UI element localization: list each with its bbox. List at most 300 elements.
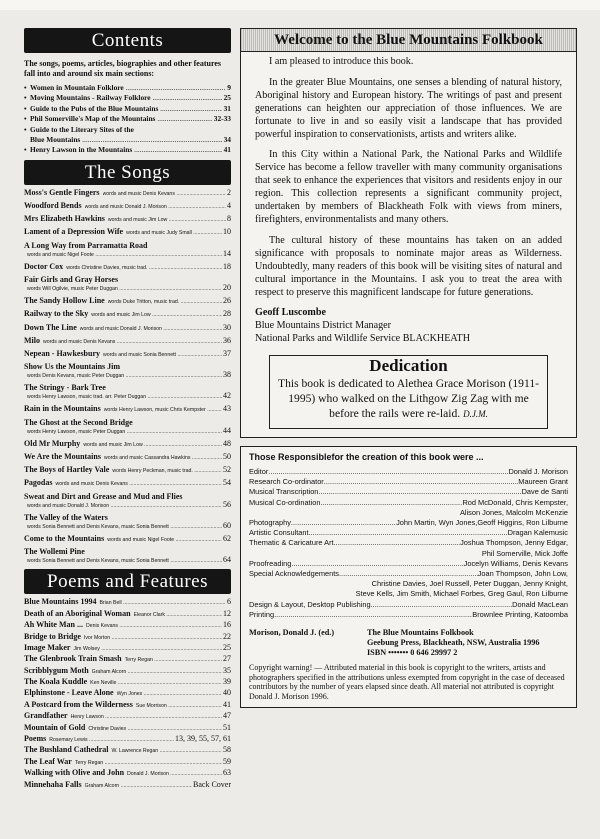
songs-title: Old Mr Murphy <box>24 438 81 448</box>
songs-item <box>24 310 231 319</box>
poems-credit: Eleanor Clark ..... <box>134 611 222 619</box>
poems-item <box>24 746 231 755</box>
credit-leader <box>291 518 396 528</box>
songs-credit: words and music Donald J. Morison ..... <box>80 325 222 333</box>
poems-row <box>24 769 231 778</box>
credit-role: Printing <box>249 609 275 619</box>
poems-page: 16 <box>223 620 231 630</box>
copyright-notice: Copyright warning! — Attributed material in this book is copyright to the writers, artists and photographers specified in the attributions unless exempted from copyright in the case of deceased contributors by the number of years elapsed since death. All material not attributed is copyright Donald J. Morison 1996. <box>249 663 565 701</box>
songs-page: 56 <box>223 499 231 509</box>
credit-row <box>249 610 568 620</box>
poems-row <box>24 689 231 698</box>
poems-title: Minnehaha Falls <box>24 779 82 789</box>
bullet-icon: • <box>24 83 27 92</box>
songs-title: Fair Girls and Gray Horses <box>24 274 119 284</box>
songs-page: 14 <box>223 248 231 258</box>
songs-row <box>24 522 231 531</box>
songs-credit: words Denis Kevans, music Peter Duggan ..... <box>27 372 222 380</box>
songs-row <box>24 440 231 449</box>
songs-page: 60 <box>223 520 231 530</box>
poems-credit: Ivor Morton ..... <box>84 634 222 642</box>
section-item <box>24 83 231 93</box>
contents-intro: The songs, poems, articles, biographies and other features fall into and around six main sections: <box>24 59 222 78</box>
page-top-edge <box>0 0 600 10</box>
songs-title: Milo <box>24 335 40 345</box>
bullet-icon: • <box>24 124 27 134</box>
poems-item <box>24 769 231 778</box>
songs-title: Nepean - Hawkesbury <box>24 348 101 358</box>
section-item <box>24 114 231 124</box>
sections-list <box>24 83 231 156</box>
songs-credit: words Henry Lawson, music Peter Duggan ..... <box>27 428 222 436</box>
poems-item <box>24 735 231 744</box>
songs-title: Railway to the Sky <box>24 309 89 319</box>
songs-page: 48 <box>223 438 231 448</box>
poems-page: 63 <box>223 768 231 778</box>
poems-item <box>24 655 231 664</box>
welcome-paragraph: I am pleased to introduce this book. <box>269 56 414 67</box>
section-page: 32-33 <box>213 114 231 124</box>
poems-row <box>24 633 231 642</box>
songs-title: Doctor Cox <box>24 261 64 271</box>
poems-banner: Poems and Features <box>24 569 231 594</box>
poems-credit: Brian Bell ..... <box>99 599 226 607</box>
poems-item <box>24 667 231 676</box>
songs-item <box>24 228 231 237</box>
songs-credit: words Henry Lawson, music Chris Kempster ..... <box>104 406 222 414</box>
credit-role: Research Co-ordinator <box>249 477 324 487</box>
signature <box>255 307 562 346</box>
songs-page: 52 <box>223 465 231 475</box>
credit-names: Jocelyn Williams, Denis Kevans <box>463 558 568 568</box>
pub-details <box>367 628 539 658</box>
songs-title: The Boys of Hartley Vale <box>24 465 110 475</box>
credit-role: Musical Transcription <box>249 487 319 497</box>
songs-title: Mrs Elizabeth Hawkins <box>24 214 105 224</box>
poems-title: Walking with Olive and John <box>24 768 125 778</box>
poems-credit: Graham Alcorn ..... <box>92 668 222 676</box>
songs-page: 38 <box>223 370 231 380</box>
songs-row <box>24 479 231 488</box>
poems-title: Scribblygum Moth <box>24 665 89 675</box>
songs-credit: words and music Donald J. Morison ..... <box>85 203 226 211</box>
poems-item <box>24 621 231 630</box>
poems-page: 35 <box>223 665 231 675</box>
credit-names: Donald J. Morison <box>508 467 568 477</box>
songs-row <box>24 297 231 306</box>
poems-item <box>24 781 231 790</box>
songs-row <box>24 501 231 510</box>
songs-credit: words Henry Lawson, music trad. arr. Peter Duggan ..... <box>27 393 222 401</box>
credit-row <box>249 528 568 538</box>
credit-leader <box>268 467 508 477</box>
poems-page: 27 <box>223 654 231 664</box>
credit-role: Musical Co-ordination <box>249 497 321 507</box>
songs-page: 10 <box>223 227 231 237</box>
songs-page: 20 <box>223 282 231 292</box>
poems-title: Bridge to Bridge <box>24 631 81 641</box>
credit-names: Rod McDonald, Chris Kempster, <box>462 497 568 507</box>
poems-item <box>24 724 231 733</box>
songs-item <box>24 189 231 198</box>
poems-credit: W. Lawrence Regan ..... <box>111 747 222 755</box>
credit-row <box>249 518 568 528</box>
songs-page: 30 <box>223 322 231 332</box>
songs-row <box>24 324 231 333</box>
songs-item <box>24 276 231 293</box>
credit-names-continued: Phil Somerville, Mick Joffe <box>481 548 568 558</box>
welcome-column <box>240 28 577 708</box>
songs-title: Come to the Mountains <box>24 533 105 543</box>
poems-credit: Terry Regan ..... <box>75 759 222 767</box>
songs-title: The Ghost at the Second Bridge <box>24 417 133 427</box>
pub-line: Geebung Press, Blackheath, NSW, Australia 1996 <box>367 638 540 648</box>
poems-page: 40 <box>223 688 231 698</box>
credit-row <box>249 538 568 548</box>
poems-page: Back Cover <box>193 779 231 789</box>
poems-title: Ah White Man ... <box>24 620 83 630</box>
credit-leader <box>318 487 521 497</box>
poems-title: Death of an Aboriginal Woman <box>24 608 131 618</box>
section-title: Blue Mountains ..... <box>30 135 222 145</box>
welcome-box <box>240 28 577 438</box>
songs-row <box>24 350 231 359</box>
section-item <box>24 93 231 103</box>
poems-page: 39 <box>223 677 231 687</box>
credit-role: Artistic Consultant <box>249 528 309 538</box>
songs-page: 64 <box>223 555 231 565</box>
credit-names: Joshua Thompson, Jenny Edgar, <box>460 538 568 548</box>
credit-leader <box>324 477 519 487</box>
pub-line: The Blue Mountains Folkbook <box>367 628 474 638</box>
credit-leader <box>320 498 462 508</box>
credits-title: Those Responsiblefor the creation of this book were ... <box>249 452 484 463</box>
songs-item <box>24 297 231 306</box>
poems-item <box>24 598 231 607</box>
songs-credit: words Duke Tritton, music trad. ..... <box>108 298 222 306</box>
poems-item <box>24 644 231 653</box>
poems-item <box>24 701 231 710</box>
poems-item <box>24 633 231 642</box>
songs-banner: The Songs <box>24 160 231 185</box>
songs-page: 8 <box>227 214 231 224</box>
dedication-title: Dedication <box>369 356 448 376</box>
signature-role: Blue Mountains District Manager <box>255 320 391 332</box>
songs-list <box>24 189 231 565</box>
section-item <box>24 104 231 114</box>
songs-credit: words and music Jim Low ..... <box>83 441 222 449</box>
poems-credit: Christine Davies ..... <box>88 725 222 733</box>
credit-row <box>249 487 568 497</box>
welcome-body <box>241 52 576 437</box>
songs-row <box>24 535 231 544</box>
songs-page: 44 <box>223 425 231 435</box>
publication-info <box>249 628 568 658</box>
poems-item <box>24 689 231 698</box>
poems-credit: Ken Neville ..... <box>90 679 222 687</box>
section-item <box>24 145 231 155</box>
credit-names-continued: Christine Davies, Joel Russell, Peter Duggan, Jenny Knight, <box>371 579 568 589</box>
songs-item <box>24 337 231 346</box>
poems-credit: Rosemary Lewis ..... <box>49 736 174 744</box>
section-title: Henry Lawson in the Mountains ..... <box>30 145 222 155</box>
songs-title: The Valley of the Waters <box>24 512 108 522</box>
section-page: 31 <box>223 103 231 113</box>
credits-box <box>240 446 577 708</box>
songs-page: 4 <box>227 201 231 211</box>
songs-item <box>24 419 231 436</box>
credit-leader <box>274 610 472 620</box>
songs-credit: words Sonia Bennett and Denis Kevans, music Sonia Bennett ..... <box>27 557 222 565</box>
section-title: Moving Mountains - Railway Folklore ..... <box>30 93 222 103</box>
dedication-box <box>269 355 548 429</box>
songs-credit: words and music Denis Kevans ..... <box>103 190 226 198</box>
songs-row <box>24 215 231 224</box>
poems-credit: Henry Lawson ..... <box>71 713 222 721</box>
songs-title: Moss's Gentle Fingers <box>24 187 100 197</box>
songs-title: Sweat and Dirt and Grease and Mud and Flies <box>24 491 183 501</box>
songs-credit: words and music Nigel Foote ..... <box>107 536 222 544</box>
poems-credit: Sue Morrison ..... <box>136 702 222 710</box>
songs-title: Pagodas <box>24 478 53 488</box>
welcome-paragraph: The cultural history of these mountains has taken on an added significance with proposals to nominate major areas as Wilderness. Undoubtedly, many readers of this book will be visiting sites of natural and cultural importance in the Mountains. I ask you to treat the area with respect to preserve this magnificent landscape for future generations. <box>255 234 562 298</box>
welcome-title: Welcome to the Blue Mountains Folkbook <box>241 29 576 52</box>
poems-credit: Wyn Jones ..... <box>117 690 222 698</box>
section-title: Guide to the Literary Sites of the <box>30 124 134 134</box>
songs-item <box>24 350 231 359</box>
songs-row <box>24 466 231 475</box>
dedication-initials: D.J.M. <box>463 409 488 420</box>
songs-credit: words and music Jim Low ..... <box>108 216 226 224</box>
poems-page: 41 <box>223 699 231 709</box>
credit-names: Brownlee Printing, Katoomba <box>472 609 568 619</box>
credit-row <box>249 600 568 610</box>
poems-item <box>24 758 231 767</box>
credit-names-continued: Steve Kells, Jim Smith, Michael Forbes, Greg Gaul, Ron Lilburne <box>355 589 568 599</box>
contents-column <box>24 28 231 792</box>
credit-row <box>249 559 568 569</box>
credit-role: Editor <box>249 467 269 477</box>
songs-credit: words and music Cassandra Hawkins ..... <box>104 454 222 462</box>
pub-author: Morison, Donald J. (ed.) <box>249 628 335 638</box>
section-page: 34 <box>223 135 231 145</box>
songs-credit: words and music Donald J. Morison ..... <box>27 502 222 510</box>
poems-page: 58 <box>223 745 231 755</box>
songs-page: 54 <box>223 478 231 488</box>
poems-item <box>24 678 231 687</box>
section-page: 9 <box>227 83 231 92</box>
credit-names: John Martin, Wyn Jones,Geoff Higgins, Ron Lilburne <box>396 518 568 528</box>
credit-leader <box>291 559 463 569</box>
songs-item <box>24 215 231 224</box>
songs-row <box>24 405 231 414</box>
credit-role: Photography <box>249 518 291 528</box>
poems-credit: Graham Alcorn ..... <box>85 782 192 790</box>
poems-page: 51 <box>223 722 231 732</box>
poems-title: The Leaf War <box>24 756 72 766</box>
credit-row <box>249 498 568 508</box>
poems-item <box>24 610 231 619</box>
poems-page: 47 <box>223 711 231 721</box>
credit-leader <box>309 528 508 538</box>
dedication-body: This book is dedicated to Alethea Grace Morison (1911-1995) who walked on the Lithgow Zig Zag with me before the rails were re-laid. <box>277 377 539 421</box>
songs-item <box>24 548 231 565</box>
poems-page: 13, 39, 55, 57, 61 <box>175 734 231 744</box>
section-item <box>24 135 231 145</box>
songs-page: 42 <box>223 391 231 401</box>
credit-names: Maureen Grant <box>518 477 568 487</box>
songs-title: The Sandy Hollow Line <box>24 296 105 306</box>
songs-row <box>24 337 231 346</box>
songs-row <box>24 250 231 259</box>
songs-title: Lament of a Depression Wife <box>24 227 124 237</box>
songs-row <box>24 284 231 293</box>
songs-row <box>24 310 231 319</box>
credit-names: Dragan Kalemusic <box>507 528 568 538</box>
songs-credit: words Henry Peckman, music trad. ..... <box>112 467 222 475</box>
poems-page: 22 <box>223 631 231 641</box>
songs-item <box>24 202 231 211</box>
songs-row <box>24 371 231 380</box>
poems-row <box>24 735 231 744</box>
credit-leader <box>371 600 513 610</box>
songs-credit: words and music Denis Kevans ..... <box>55 480 222 488</box>
poems-title: Blue Mountains 1994 <box>24 597 97 607</box>
welcome-paragraph: In the greater Blue Mountains, one senses a blending of natural history, Aboriginal history and European history. The writings of past and present generations can heighten our appreciation of those influences. We are fortunate to live in and so easily visit a landscape that has provided powerful inspiration to conservationists, artists and writers alike. <box>255 76 562 140</box>
poems-row <box>24 621 231 630</box>
songs-page: 2 <box>227 187 231 197</box>
poems-row <box>24 678 231 687</box>
credit-role: Special Acknowledgements <box>249 569 339 579</box>
section-title: Guide to the Pubs of the Blue Mountains ..... <box>30 104 222 114</box>
songs-page: 26 <box>223 296 231 306</box>
songs-item <box>24 242 231 259</box>
poems-page: 59 <box>223 756 231 766</box>
credit-role: Design & Layout, Desktop Publishing <box>249 599 371 609</box>
section-title: Phil Somerville's Map of the Mountains ..... <box>30 114 212 124</box>
poems-title: Image Maker <box>24 642 71 652</box>
songs-title: A Long Way from Parramatta Road <box>24 240 148 250</box>
songs-item <box>24 479 231 488</box>
songs-page: 18 <box>223 261 231 271</box>
poems-row <box>24 644 231 653</box>
credit-names: Joan Thompson, John Low, <box>477 569 568 579</box>
poems-title: The Glenbrook Train Smash <box>24 654 122 664</box>
songs-credit: words Sonia Bennett and Denis Kevans, music Sonia Bennett ..... <box>27 523 222 531</box>
credit-row <box>249 477 568 487</box>
poems-row <box>24 758 231 767</box>
songs-title: Show Us the Mountains Jim <box>24 362 121 372</box>
songs-page: 28 <box>223 309 231 319</box>
poems-item <box>24 712 231 721</box>
dedication-text <box>276 376 541 422</box>
poems-title: Poems <box>24 734 47 744</box>
songs-row <box>24 392 231 401</box>
poems-title: Grandfather <box>24 711 68 721</box>
songs-credit: words and music Denis Kevans ..... <box>43 338 222 346</box>
songs-item <box>24 493 231 510</box>
songs-item <box>24 453 231 462</box>
songs-title: We Are the Mountains <box>24 452 101 462</box>
signature-org: National Parks and Wildlife Service BLACKHEATH <box>255 333 470 345</box>
songs-item <box>24 324 231 333</box>
poems-title: A Postcard from the Wilderness <box>24 699 133 709</box>
songs-title: The Stringy - Bark Tree <box>24 383 106 393</box>
section-title: Women in Mountain Folklore ..... <box>30 83 225 93</box>
songs-row <box>24 427 231 436</box>
bullet-icon: • <box>24 145 27 155</box>
songs-title: The Wollemi Pine <box>24 547 85 557</box>
songs-item <box>24 466 231 475</box>
poems-row <box>24 655 231 664</box>
poems-credit: Denis Kevans ..... <box>86 622 222 630</box>
songs-item <box>24 514 231 531</box>
songs-row <box>24 228 231 237</box>
credit-names-continued: Alison Jones, Malcolm McKenzie <box>459 507 568 517</box>
section-page: 25 <box>223 93 231 103</box>
poems-row <box>24 598 231 607</box>
poems-list <box>24 598 231 789</box>
pub-line: ISBN ••••••• 0 646 29997 2 <box>367 648 458 658</box>
poems-row <box>24 781 231 790</box>
songs-row <box>24 556 231 565</box>
songs-page: 43 <box>223 404 231 414</box>
poems-row <box>24 701 231 710</box>
songs-credit: words and music Jim Low ..... <box>91 311 222 319</box>
songs-item <box>24 363 231 380</box>
songs-page: 62 <box>223 533 231 543</box>
songs-credit: words and music Sonia Bennett ..... <box>103 351 222 359</box>
songs-item <box>24 384 231 401</box>
poems-row <box>24 724 231 733</box>
songs-title: Woodford Bends <box>24 201 82 211</box>
songs-page: 36 <box>223 335 231 345</box>
section-item <box>24 125 231 135</box>
songs-row <box>24 202 231 211</box>
bullet-icon: • <box>24 114 27 124</box>
songs-item <box>24 535 231 544</box>
poems-title: The Bushland Cathedral <box>24 745 109 755</box>
songs-title: Down The Line <box>24 322 77 332</box>
credit-role: Thematic & Caricature Art <box>249 538 334 548</box>
songs-credit: words and music Judy Small ..... <box>126 229 222 237</box>
contents-banner: Contents <box>24 28 231 53</box>
credits-list <box>249 467 568 620</box>
songs-row <box>24 453 231 462</box>
songs-page: 37 <box>223 348 231 358</box>
bullet-icon: • <box>24 103 27 113</box>
songs-credit: words Will Ogilvie, music Peter Duggan ..... <box>27 285 222 293</box>
songs-page: 50 <box>223 452 231 462</box>
bullet-icon: • <box>24 93 27 103</box>
credit-leader <box>339 569 478 579</box>
credit-names: Donald MacLean <box>512 599 568 609</box>
poems-credit: Donald J. Morison ..... <box>127 770 222 778</box>
poems-row <box>24 746 231 755</box>
poems-title: The Koala Kuddle <box>24 677 88 687</box>
poems-title: Elphinstone - Leave Alone <box>24 688 114 698</box>
songs-credit: words and music Nigel Foote ..... <box>27 251 222 259</box>
songs-title: Rain in the Mountains <box>24 404 101 414</box>
signature-name: Geoff Luscombe <box>255 307 326 319</box>
songs-item <box>24 263 231 272</box>
songs-row <box>24 189 231 198</box>
poems-credit: Jim Wolsey ..... <box>73 645 222 653</box>
section-page: 41 <box>223 145 231 155</box>
credit-row <box>249 467 568 477</box>
credit-leader <box>334 538 460 548</box>
welcome-paragraph: In this City within a National Park, the National Parks and Wildlife Service has become a fellow traveller with many community organisations that seek to enhance the experiences that visitors and residents enjoy in our region. This collection represents a significant community project, undertaken by members of Blackheath Folk with views from miners, firefighters, environmentalists and many others. <box>255 149 562 225</box>
